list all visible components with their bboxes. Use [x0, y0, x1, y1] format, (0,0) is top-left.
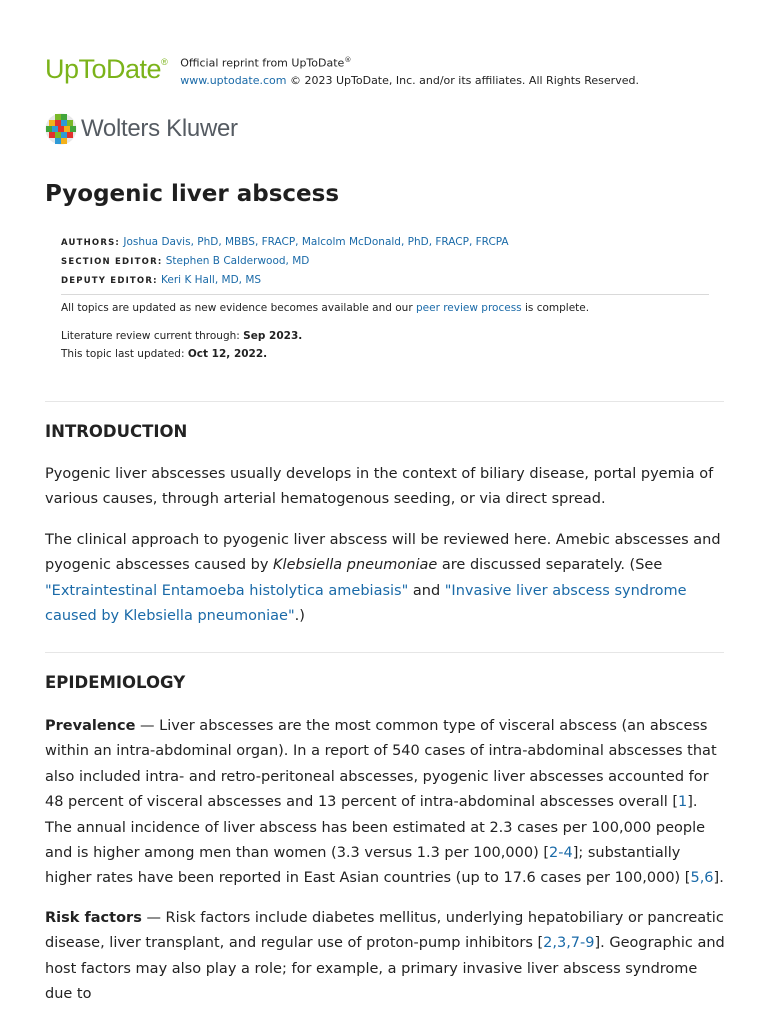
meta-divider — [61, 294, 709, 295]
deputy-editor-link[interactable]: Keri K Hall, MD, MS — [161, 274, 262, 286]
section-divider — [45, 652, 724, 653]
last-updated-row: This topic last updated: Oct 12, 2022. — [61, 348, 268, 360]
copyright-text: © 2023 UpToDate, Inc. and/or its affiliates. All Rights Reserved. — [290, 73, 639, 87]
wolters-kluwer-mosaic-icon — [45, 113, 77, 145]
prevalence-paragraph: Prevalence — Liver abscesses are the most common type of visceral abscess (an abscess within an intra-abdominal organ). In a report of 540 cases of intra-abdominal abscesses that also included intra- and retro-peritoneal abscesses, pyogenic liver abscesses accounted for 48 percent of visceral abscesses and 13 percent of intra-abdominal abscesses overall [1]. The annual incidence of liver abscess has been estimated at 2.3 cases per 100,000 people and is higher among men than women (3.3 versus 1.3 per 100,000) [2-4]; substantially higher rates have been reported in East Asian countries (up to 17.6 cases per 100,000) [5,6]. — [45, 718, 724, 887]
lit-review-date: Sep 2023. — [243, 330, 303, 342]
intro-paragraph-1: Pyogenic liver abscesses usually develops in the context of biliary disease, portal pyemia of various causes, through arterial hematogenous seeding, or via direct spread. — [45, 466, 714, 508]
deputy-editor-row — [61, 271, 509, 290]
reprint-notice: Official reprint from UpToDate® www.uptodate.com © 2023 UpToDate, Inc. and/or its affiliates. All Rights Reserved. — [180, 56, 639, 87]
lit-review-row: Literature review current through: Sep 2023. — [61, 330, 303, 342]
wolters-kluwer-logo — [45, 113, 238, 145]
uptodate-logo: UpToDate® — [45, 54, 168, 84]
uptodate-site-link[interactable]: www.uptodate.com — [180, 73, 287, 87]
authors-link[interactable]: Joshua Davis, PhD, MBBS, FRACP, Malcolm McDonald, PhD, FRACP, FRCPA — [123, 236, 509, 248]
reprint-header — [45, 52, 639, 89]
intro-paragraph-2: The clinical approach to pyogenic liver abscess will be reviewed here. Amebic abscesses and pyogenic abscesses caused by Klebsiella pneumoniae are discussed separately. (See "Extraintestinal Entamoeba histolytica amebiasis" and "Invasive liver abscess syndrome caused by Klebsiella pneumoniae".) — [45, 532, 721, 625]
peer-review-link[interactable]: peer review process — [415, 302, 522, 314]
epidemiology-heading: EPIDEMIOLOGY — [45, 673, 186, 692]
section-editor-row — [61, 252, 509, 271]
risk-factors-label: Risk factors — [45, 910, 142, 926]
topic-dates — [61, 327, 302, 363]
prevalence-label: Prevalence — [45, 718, 136, 734]
section-editor-label: SECTION EDITOR: — [61, 257, 163, 267]
risk-factors-paragraph: Risk factors — Risk factors include diabetes mellitus, underlying hepatobiliary or pancreatic disease, liver transplant, and regular use of proton-pump inhibitors [2,3,7-9]. Geographic and host factors may also play a role; for example, a primary invasive liver abscess syndrome due to — [45, 910, 725, 1003]
article-contributors — [61, 233, 509, 290]
amebiasis-topic-link[interactable]: "Extraintestinal Entamoeba histolytica amebiasis" — [45, 582, 409, 599]
introduction-heading: INTRODUCTION — [45, 422, 188, 441]
last-updated-date: Oct 12, 2022. — [187, 348, 268, 360]
reference-link[interactable]: 1 — [678, 794, 688, 811]
reprint-line: Official reprint from UpToDate — [180, 56, 345, 70]
wolters-kluwer-wordmark: Wolters Kluwer — [81, 115, 238, 142]
section-editor-link[interactable]: Stephen B Calderwood, MD — [165, 255, 310, 267]
section-divider — [45, 401, 724, 402]
deputy-editor-label: DEPUTY EDITOR: — [61, 276, 158, 286]
reference-link[interactable]: 2-4 — [549, 845, 573, 862]
page-title: Pyogenic liver abscess — [45, 181, 340, 207]
authors-row — [61, 233, 509, 252]
update-notice: All topics are updated as new evidence becomes available and our peer review process is complete. — [61, 302, 590, 314]
authors-label: AUTHORS: — [61, 238, 121, 248]
reference-link[interactable]: 2,3,7-9 — [543, 935, 595, 952]
reference-link[interactable]: 5,6 — [690, 870, 714, 887]
klebsiella-topic-link[interactable]: "Invasive liver abscess syndrome caused by Klebsiella pneumoniae" — [45, 582, 687, 625]
